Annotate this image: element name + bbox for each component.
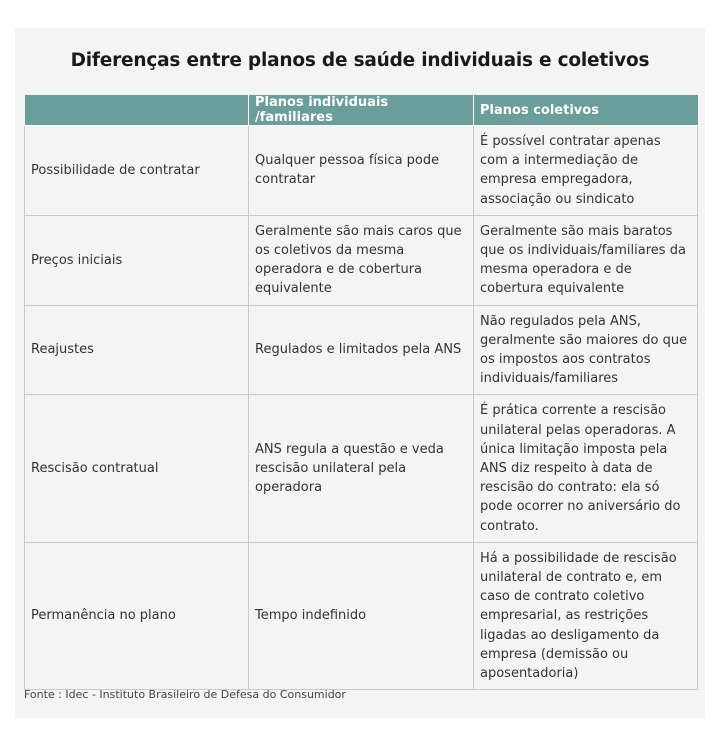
infographic-card xyxy=(15,28,705,718)
row-label: Permanência no plano xyxy=(25,542,249,689)
header-collective-plans: Planos coletivos xyxy=(474,95,698,126)
header-empty-cell xyxy=(25,95,249,126)
row-label: Rescisão contratual xyxy=(25,395,249,542)
table-row xyxy=(25,126,698,216)
row-label: Reajustes xyxy=(25,305,249,395)
individual-cell: Tempo indefinido xyxy=(249,542,474,689)
collective-cell: É possível contratar apenas com a intermediação de empresa empregadora, associação ou sindicato xyxy=(474,126,698,216)
row-label: Preços iniciais xyxy=(25,215,249,305)
table-header-row xyxy=(25,95,698,126)
collective-cell: Há a possibilidade de rescisão unilateral de contrato e, em caso de contrato coletivo empresarial, as restrições ligadas ao desligamento da empresa (demissão ou aposentadoria) xyxy=(474,542,698,689)
table-row xyxy=(25,395,698,542)
collective-cell: Geralmente são mais baratos que os individuais/familiares da mesma operadora e de cobertura equivalente xyxy=(474,215,698,305)
header-individual-plans: Planos individuais /familiares xyxy=(249,95,474,126)
collective-cell: Não regulados pela ANS, geralmente são maiores do que os impostos aos contratos individuais/familiares xyxy=(474,305,698,395)
individual-cell: Geralmente são mais caros que os coletivos da mesma operadora e de cobertura equivalente xyxy=(249,215,474,305)
table-row xyxy=(25,542,698,689)
individual-cell: Qualquer pessoa física pode contratar xyxy=(249,126,474,216)
collective-cell: É prática corrente a rescisão unilateral pelas operadoras. A única limitação imposta pela ANS diz respeito à data de rescisão do contrato: ela só pode ocorrer no aniversário do contrato. xyxy=(474,395,698,542)
table-row xyxy=(25,305,698,395)
comparison-table xyxy=(24,95,698,690)
individual-cell: ANS regula a questão e veda rescisão unilateral pela operadora xyxy=(249,395,474,542)
table-row xyxy=(25,215,698,305)
individual-cell: Regulados e limitados pela ANS xyxy=(249,305,474,395)
page-title: Diferenças entre planos de saúde individuais e coletivos xyxy=(70,50,650,71)
source-note: Fonte : Idec - Instituto Brasileiro de Defesa do Consumidor xyxy=(24,688,346,701)
row-label: Possibilidade de contratar xyxy=(25,126,249,216)
